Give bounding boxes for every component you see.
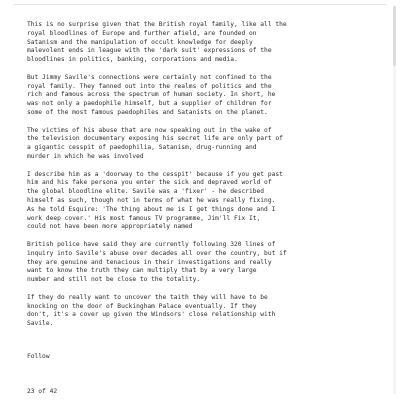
text-line: But Jimmy Savile's connections were certainly not confined to the xyxy=(27,73,272,81)
text-line: knocking on the door of Buckingham Palace eventually. If they xyxy=(27,302,257,310)
text-line: himself as such, though not in terms of what he was really fixing. xyxy=(27,196,276,204)
text-line: The victims of his abuse that are now speaking out in the wake of xyxy=(27,126,272,134)
text-line: If they do really want to uncover the taith they will have to be xyxy=(27,293,268,301)
page-indicator: 23 of 42 xyxy=(27,387,58,395)
paragraph xyxy=(27,294,382,329)
text-line: murder in which he was involved xyxy=(27,152,144,160)
document-body xyxy=(27,21,382,396)
paragraph-list xyxy=(27,21,382,329)
top-divider xyxy=(14,4,386,5)
text-line: bloodlines in politics, banking, corporations and media. xyxy=(27,56,238,64)
paragraph xyxy=(27,127,382,162)
paragraph xyxy=(27,171,382,233)
paragraph xyxy=(27,241,382,285)
text-line: want to know the truth they can multiply that by a very large xyxy=(27,267,257,275)
text-line: some of the most famous paedophiles and Satanists on the planet. xyxy=(27,108,268,116)
text-line: work deep cover.' His most famous TV programme, Jim'll Fix It, xyxy=(27,214,261,222)
paragraph xyxy=(27,21,382,65)
text-line: Savile. xyxy=(27,320,54,328)
text-line: don't, it's a cover up given the Windsors' close relationship with xyxy=(27,311,276,319)
text-line: royal bloodlines of Europe and further afield, are founded on xyxy=(27,29,257,37)
text-line: number and still not be close to the totality. xyxy=(27,276,201,284)
text-line: Satanism and the manipulation of occult knowledge for deeply xyxy=(27,38,253,46)
text-line: was not only a paedophile himself, but a supplier of children for xyxy=(27,100,272,108)
text-line: the television documentary exposing his secret life are only part of xyxy=(27,135,283,143)
text-line: they are genuine and tenacious in their investigations and really xyxy=(27,258,272,266)
follow-link[interactable]: Follow xyxy=(27,352,50,360)
paragraph xyxy=(27,74,382,118)
text-line: I describe him as a 'doorway to the cesspit' because if you get past xyxy=(27,170,283,178)
text-line: This is no surprise given that the British royal family, like all the xyxy=(27,21,287,28)
scrollbar-thumb[interactable] xyxy=(393,6,396,66)
text-line: British police have said they are currently following 320 lines of xyxy=(27,240,276,248)
text-line: could not have been more appropriately named xyxy=(27,223,193,231)
text-line: malevolent ends in league with the 'dark suit' expressions of the xyxy=(27,47,272,55)
text-line: the global bloodline elite. Savile was a 'fixer' - he described xyxy=(27,188,265,196)
text-line: inquiry into Savile's abuse over decades all over the country, but if xyxy=(27,249,287,257)
text-line: royal family. They fanned out into the realms of politics and the xyxy=(27,82,272,90)
text-line: a gigantic cesspit of paedophilia, Satanism, drug-running and xyxy=(27,144,257,152)
text-line: As he told Esquire: 'The thing about me is I get things done and I xyxy=(27,205,276,213)
text-line: rich and famous across the spectrum of human society. In short, he xyxy=(27,91,276,99)
text-line: him and his fake persona you enter the sick and depraved world of xyxy=(27,179,272,187)
